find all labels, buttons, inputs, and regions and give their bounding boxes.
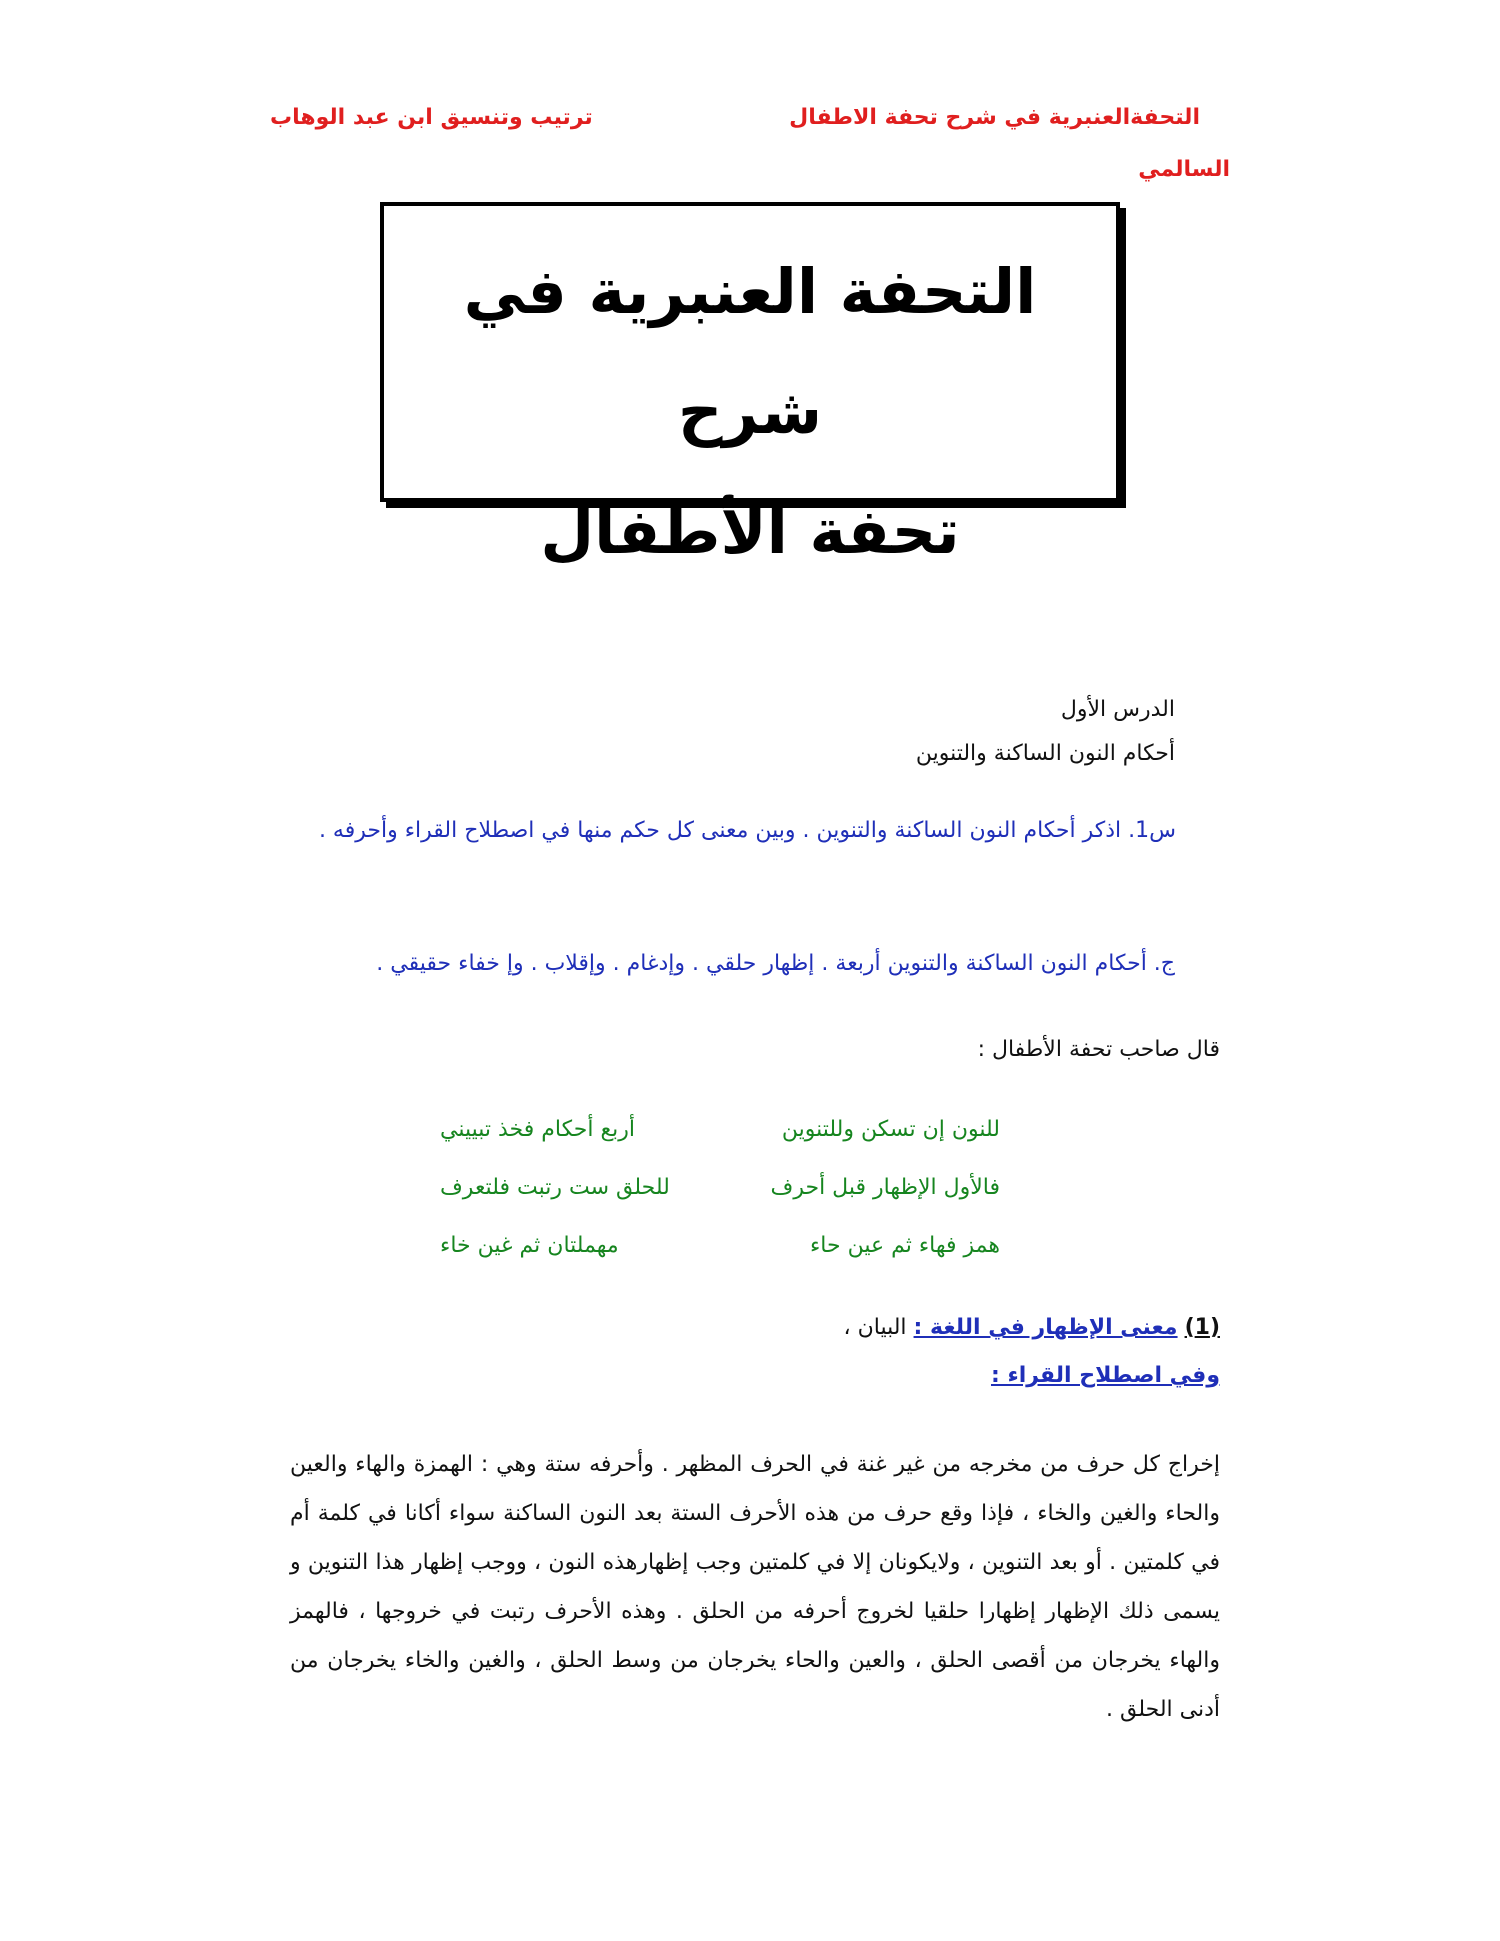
verse-second-half: للحلق ست رتبت فلتعرف [440, 1175, 670, 1200]
question-paragraph: س1. اذكر أحكام النون الساكنة والتنوين . وبين معنى كل حكم منها في اصطلاح القراء وأحرفه . [318, 818, 1176, 843]
header-book-title: التحفةالعنبرية في شرح تحفة الاطفال [789, 105, 1200, 130]
verse-first-half: للنون إن تسكن وللتنوين [781, 1117, 1000, 1142]
definition-meaning: البيان ، [843, 1315, 907, 1340]
title-line-2: تحفة الأطفال [540, 495, 960, 568]
verse-second-half: أربع أحكام فخذ تبييني [440, 1117, 636, 1142]
verse-first-half: همز فهاء ثم عين حاء [809, 1233, 1000, 1258]
header-author-surname: السالمي [1138, 157, 1230, 182]
definition-term-label: معنى الإظهار في اللغة : [913, 1315, 1178, 1340]
poem-intro: قال صاحب تحفة الأطفال : [977, 1037, 1220, 1062]
title-line-1: التحفة العنبرية في شرح [463, 255, 1037, 448]
verse-second-half: مهملتان ثم غين خاء [440, 1233, 619, 1258]
body-paragraph: إخراج كل حرف من مخرجه من غير غنة في الحرف المظهر . وأحرفه ستة وهي : الهمزة والهاء والعين والحاء والغين والخاء ، فإذا وقع حرف من هذه الأحرف الستة بعد النون الساكنة سواء أكانا في كلمة أم في كلمتين . أو بعد التنوين ، ولايكونان إلا في كلمتين وجب إظهارهذه النون ، ووجب إظهار هذا التنوين و يسمى ذلك الإظهار إظهارا حلقيا لخروج أحرفه من الحلق . وهذه الأحرف رتبت في خروجها ، فالهمز والهاء يخرجان من أقصى الحلق ، والعين والحاء يخرجان من وسط الحلق ، والغين والخاء يخرجان من أدنى الحلق . [290, 1452, 1220, 1722]
verse-first-half: فالأول الإظهار قبل أحرف [770, 1175, 1000, 1200]
poem-verse [440, 1166, 1000, 1210]
poem-verse [440, 1224, 1000, 1268]
lesson-number: الدرس الأول [1060, 697, 1175, 722]
header-arrangement: ترتيب وتنسيق ابن عبد الوهاب [270, 105, 593, 130]
title-box [380, 202, 1120, 568]
running-header [270, 92, 1230, 196]
running-header-line [270, 92, 1230, 144]
poem-verse [440, 1108, 1000, 1152]
definition-linguistic [844, 1306, 1221, 1350]
lesson-topic: أحكام النون الساكنة والتنوين [915, 741, 1175, 766]
answer-paragraph: ج. أحكام النون الساكنة والتنوين أربعة . إظهار حلقي . وإدغام . وإقلاب . وإ خفاء حقيقي . [376, 951, 1175, 976]
definition-number: (1) [1184, 1315, 1220, 1340]
definition-technical-label: وفي اصطلاح القراء : [990, 1363, 1220, 1388]
lesson-heading [916, 688, 1175, 776]
